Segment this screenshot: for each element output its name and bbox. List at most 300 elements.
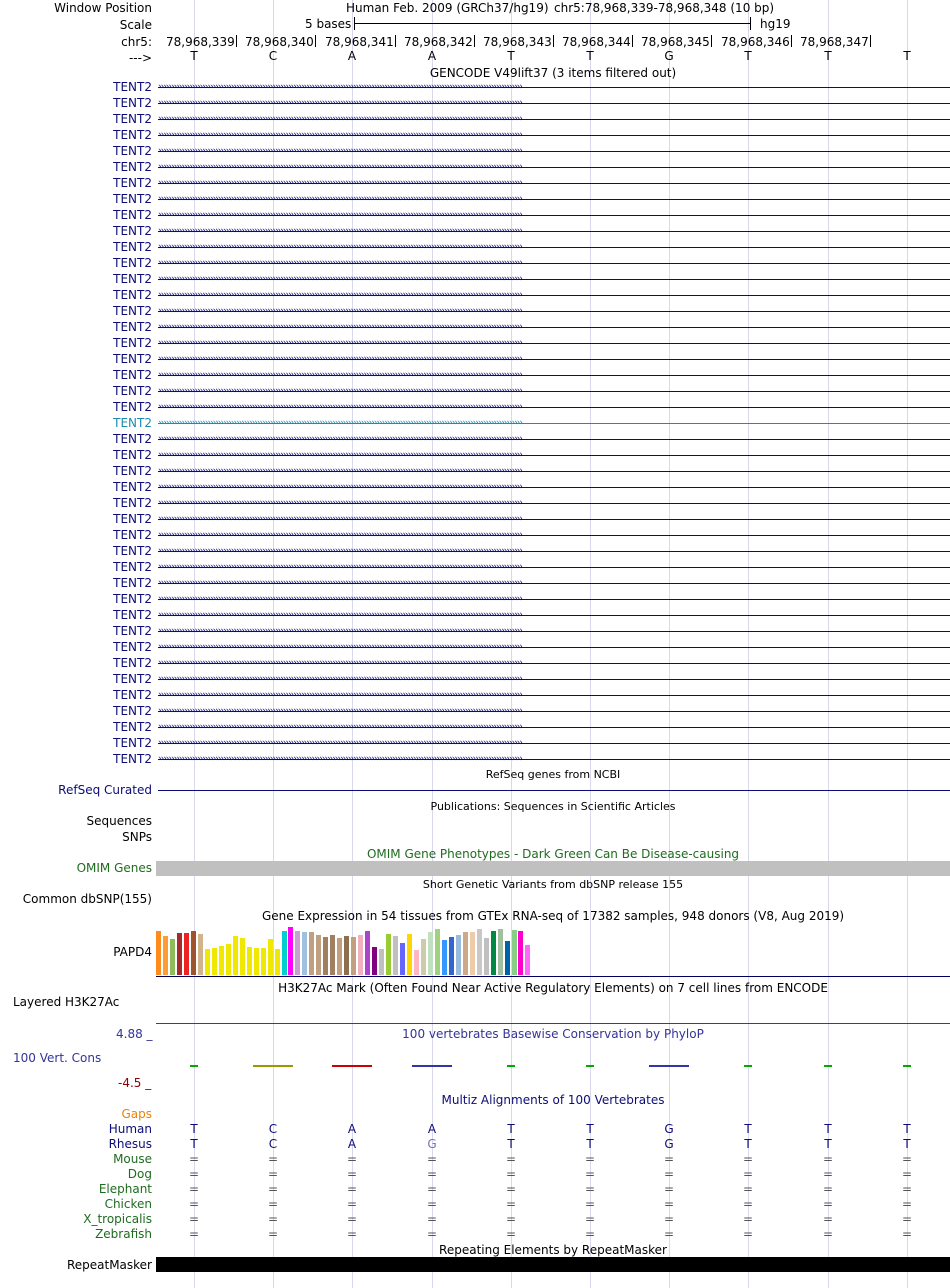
- alignment-base: =: [346, 1212, 358, 1226]
- gtex-tissue-bar[interactable]: [295, 931, 300, 975]
- gencode-transcript[interactable]: [158, 403, 950, 412]
- gencode-transcript[interactable]: [158, 355, 950, 364]
- phylop-score-mark: [744, 1065, 752, 1067]
- alignment-base: =: [505, 1212, 517, 1226]
- alignment-base: =: [188, 1182, 200, 1196]
- gencode-transcript[interactable]: [158, 419, 950, 428]
- gtex-tissue-bar[interactable]: [351, 937, 356, 975]
- gtex-tissue-bar[interactable]: [219, 946, 224, 975]
- phylop-score-mark: [507, 1065, 515, 1067]
- gtex-label[interactable]: PAPD4: [113, 945, 152, 959]
- gencode-item-label[interactable]: TENT2: [113, 224, 152, 238]
- strand-arrows: ››››››››››››››››››››››››››››››››››››››››››››››››››››››››››››››››››››››››››››››››››››››››››››››››››››››››››››››››››››››››››››››››››››››››››››: [158, 371, 522, 380]
- alignment-base: G: [427, 1137, 437, 1151]
- gtex-tissue-bar[interactable]: [156, 931, 161, 975]
- alignment-base: =: [901, 1212, 913, 1226]
- gencode-item-label[interactable]: TENT2: [113, 432, 152, 446]
- alignment-base: =: [663, 1212, 675, 1226]
- alignment-base: A: [427, 1122, 437, 1136]
- alignment-base: =: [505, 1227, 517, 1241]
- gtex-tissue-bar[interactable]: [449, 937, 454, 975]
- alignment-base: =: [267, 1152, 279, 1166]
- alignment-base: =: [584, 1212, 596, 1226]
- species-label[interactable]: Human: [108, 1122, 152, 1136]
- gencode-transcript[interactable]: [158, 739, 950, 748]
- gtex-baseline: [156, 976, 950, 977]
- gtex-tissue-bar[interactable]: [170, 939, 175, 975]
- gencode-transcript[interactable]: [158, 147, 950, 156]
- gtex-track-title: Gene Expression in 54 tissues from GTEx RNA-seq of 17382 samples, 948 donors (V8, Aug 2019): [261, 909, 845, 923]
- strand-arrows: ››››››››››››››››››››››››››››››››››››››››››››››››››››››››››››››››››››››››››››››››››››››››››››››››››››››››››››››››››››››››››››››››››››››››››››: [158, 275, 522, 284]
- gtex-tissue-bar[interactable]: [309, 932, 314, 975]
- gencode-item-label[interactable]: TENT2: [113, 704, 152, 718]
- alignment-base: =: [742, 1227, 754, 1241]
- gencode-item-label[interactable]: TENT2: [113, 320, 152, 334]
- gencode-item-label[interactable]: TENT2: [113, 576, 152, 590]
- coordinate-tick: [395, 35, 396, 47]
- publications-track-title: Publications: Sequences in Scientific Articles: [430, 800, 676, 813]
- gencode-transcript[interactable]: [158, 483, 950, 492]
- alignment-base: =: [426, 1212, 438, 1226]
- alignment-base: =: [188, 1152, 200, 1166]
- phylop-score-mark: [332, 1065, 372, 1067]
- gencode-transcript[interactable]: [158, 387, 950, 396]
- assembly-title: Human Feb. 2009 (GRCh37/hg19): [346, 1, 549, 15]
- gencode-item-label[interactable]: TENT2: [113, 256, 152, 270]
- gencode-item-label[interactable]: TENT2: [113, 352, 152, 366]
- phylop-score-mark: [190, 1065, 198, 1067]
- gencode-transcript[interactable]: [158, 627, 950, 636]
- alignment-base: =: [663, 1227, 675, 1241]
- species-label[interactable]: Mouse: [113, 1152, 152, 1166]
- alignment-base: =: [267, 1197, 279, 1211]
- gtex-tissue-bar[interactable]: [421, 939, 426, 975]
- gencode-item-label[interactable]: TENT2: [113, 272, 152, 286]
- alignment-base: =: [505, 1152, 517, 1166]
- gtex-tissue-bar[interactable]: [282, 931, 287, 975]
- strand-arrows: ››››››››››››››››››››››››››››››››››››››››››››››››››››››››››››››››››››››››››››››››››››››››››››››››››››››››››››››››››››››››››››››››››››››››››››: [158, 83, 522, 92]
- gencode-transcript[interactable]: [158, 755, 950, 764]
- alignment-base: =: [584, 1167, 596, 1181]
- gencode-transcript[interactable]: [158, 243, 950, 252]
- gencode-transcript[interactable]: [158, 515, 950, 524]
- strand-arrows: ››››››››››››››››››››››››››››››››››››››››››››››››››››››››››››››››››››››››››››››››››››››››››››››››››››››››››››››››››››››››››››››››››››››››››››: [158, 195, 522, 204]
- gtex-tissue-bar[interactable]: [184, 933, 189, 975]
- gtex-tissue-bar[interactable]: [191, 931, 196, 975]
- gencode-transcript[interactable]: [158, 435, 950, 444]
- gtex-tissue-bar[interactable]: [435, 929, 440, 975]
- gencode-item-label[interactable]: TENT2: [113, 464, 152, 478]
- omim-track-title: OMIM Gene Phenotypes - Dark Green Can Be Disease-causing: [366, 847, 740, 861]
- alignment-base: =: [901, 1167, 913, 1181]
- gtex-tissue-bar[interactable]: [470, 932, 475, 975]
- gencode-item-label[interactable]: TENT2: [113, 288, 152, 302]
- phylop-track-title: 100 vertebrates Basewise Conservation by PhyloP: [402, 1027, 704, 1041]
- gtex-tissue-bar[interactable]: [512, 930, 517, 975]
- alignment-base: =: [822, 1182, 834, 1196]
- gencode-item-label[interactable]: TENT2: [113, 144, 152, 158]
- coordinate-tick: [474, 35, 475, 47]
- gencode-item-label[interactable]: TENT2: [113, 560, 152, 574]
- coordinate-label: 78,968,346: [721, 35, 790, 49]
- coordinate-tick: [632, 35, 633, 47]
- gencode-item-label[interactable]: TENT2: [113, 160, 152, 174]
- alignment-base: T: [507, 1122, 515, 1136]
- gencode-item-label[interactable]: TENT2: [113, 720, 152, 734]
- strand-arrows: ››››››››››››››››››››››››››››››››››››››››››››››››››››››››››››››››››››››››››››››››››››››››››››››››››››››››››››››››››››››››››››››››››››››››››››: [158, 131, 522, 140]
- gencode-transcript[interactable]: [158, 275, 950, 284]
- gencode-transcript[interactable]: [158, 691, 950, 700]
- alignment-base: =: [822, 1227, 834, 1241]
- base-letter: T: [507, 49, 515, 63]
- gencode-item-label[interactable]: TENT2: [113, 96, 152, 110]
- gtex-tissue-bar[interactable]: [205, 949, 210, 975]
- gencode-item-label[interactable]: TENT2: [113, 592, 152, 606]
- omim-label[interactable]: OMIM Genes: [76, 861, 152, 875]
- alignment-base: =: [267, 1212, 279, 1226]
- gtex-tissue-bar[interactable]: [442, 940, 447, 975]
- alignment-base: =: [584, 1152, 596, 1166]
- alignment-base: =: [901, 1182, 913, 1196]
- gencode-item-label[interactable]: TENT2: [113, 240, 152, 254]
- omim-feature-bar[interactable]: [156, 861, 950, 876]
- coordinate-label: 78,968,340: [245, 35, 314, 49]
- gtex-tissue-bar[interactable]: [477, 929, 482, 975]
- gencode-transcript[interactable]: [158, 131, 950, 140]
- snps-label: SNPs: [122, 830, 152, 844]
- gtex-tissue-bar[interactable]: [198, 934, 203, 975]
- gencode-item-label[interactable]: TENT2: [113, 608, 152, 622]
- repeatmasker-feature-bar[interactable]: [156, 1257, 950, 1272]
- alignment-base: T: [744, 1137, 752, 1151]
- gencode-transcript[interactable]: [158, 451, 950, 460]
- phylop-score-mark: [903, 1065, 911, 1067]
- alignment-base: =: [901, 1197, 913, 1211]
- alignment-base: =: [901, 1227, 913, 1241]
- gencode-transcript[interactable]: [158, 115, 950, 124]
- gtex-tissue-bar[interactable]: [254, 948, 259, 975]
- scale-label: Scale: [119, 18, 152, 32]
- alignment-base: =: [426, 1227, 438, 1241]
- alignment-base: =: [267, 1182, 279, 1196]
- strand-arrows: ››››››››››››››››››››››››››››››››››››››››››››››››››››››››››››››››››››››››››››››››››››››››››››››››››››››››››››››››››››››››››››››››››››››››››››: [158, 259, 522, 268]
- alignment-base: T: [903, 1137, 911, 1151]
- alignment-base: =: [584, 1227, 596, 1241]
- gtex-tissue-bar[interactable]: [330, 935, 335, 975]
- gencode-transcript[interactable]: [158, 531, 950, 540]
- species-label[interactable]: Rhesus: [108, 1137, 152, 1151]
- gencode-transcript[interactable]: [158, 579, 950, 588]
- gencode-transcript[interactable]: [158, 611, 950, 620]
- strand-arrows: ››››››››››››››››››››››››››››››››››››››››››››››››››››››››››››››››››››››››››››››››››››››››››››››››››››››››››››››››››››››››››››››››››››››››››››: [158, 467, 522, 476]
- scale-bar-left-tick: [354, 17, 355, 30]
- strand-arrows: ››››››››››››››››››››››››››››››››››››››››››››››››››››››››››››››››››››››››››››››››››››››››››››››››››››››››››››››››››››››››››››››››››››››››››››: [158, 99, 522, 108]
- repeatmasker-label[interactable]: RepeatMasker: [66, 1258, 152, 1272]
- h3k27ac-label[interactable]: Layered H3K27Ac: [13, 995, 120, 1009]
- species-label[interactable]: Chicken: [104, 1197, 152, 1211]
- strand-arrows: ››››››››››››››››››››››››››››››››››››››››››››››››››››››››››››››››››››››››››››››››››››››››››››››››››››››››››››››››››››››››››››››››››››››››››››: [158, 227, 522, 236]
- base-letter: T: [824, 49, 832, 63]
- base-letter: T: [586, 49, 594, 63]
- gencode-item-label[interactable]: TENT2: [113, 624, 152, 638]
- strand-arrows: ››››››››››››››››››››››››››››››››››››››››››››››››››››››››››››››››››››››››››››››››››››››››››››››››››››››››››››››››››››››››››››››››››››››››››››: [158, 579, 522, 588]
- gencode-item-label[interactable]: TENT2: [113, 416, 152, 430]
- gtex-tissue-bar[interactable]: [212, 948, 217, 975]
- alignment-base: =: [426, 1182, 438, 1196]
- strand-arrows: ››››››››››››››››››››››››››››››››››››››››››››››››››››››››››››››››››››››››››››››››››››››››››››››››››››››››››››››››››››››››››››››››››››››››››››: [158, 563, 522, 572]
- alignment-base: =: [188, 1212, 200, 1226]
- phylop-score-mark: [586, 1065, 594, 1067]
- position-text: chr5:78,968,339-78,968,348 (10 bp): [554, 1, 775, 15]
- gencode-item-label[interactable]: TENT2: [113, 656, 152, 670]
- strand-arrows: ››››››››››››››››››››››››››››››››››››››››››››››››››››››››››››››››››››››››››››››››››››››››››››››››››››››››››››››››››››››››››››››››››››››››››››: [158, 243, 522, 252]
- gtex-tissue-bar[interactable]: [163, 936, 168, 975]
- refseq-label[interactable]: RefSeq Curated: [58, 783, 152, 797]
- species-label[interactable]: Elephant: [98, 1182, 152, 1196]
- gtex-tissue-bar[interactable]: [268, 939, 273, 975]
- base-letter: A: [347, 49, 357, 63]
- gtex-tissue-bar[interactable]: [525, 945, 530, 975]
- coordinate-tick: [553, 35, 554, 47]
- gencode-transcript[interactable]: [158, 259, 950, 268]
- gtex-tissue-bar[interactable]: [226, 944, 231, 975]
- alignment-base: T: [586, 1122, 594, 1136]
- gencode-transcript[interactable]: [158, 83, 950, 92]
- gencode-item-label[interactable]: TENT2: [113, 640, 152, 654]
- gtex-tissue-bar[interactable]: [288, 927, 293, 975]
- gencode-transcript[interactable]: [158, 163, 950, 172]
- phylop-score-mark: [412, 1065, 452, 1067]
- base-letter: G: [664, 49, 674, 63]
- alignment-base: T: [903, 1122, 911, 1136]
- gencode-item-label[interactable]: TENT2: [113, 304, 152, 318]
- gtex-tissue-bar[interactable]: [407, 934, 412, 975]
- gtex-tissue-bar[interactable]: [505, 941, 510, 975]
- alignment-base: T: [190, 1122, 198, 1136]
- gtex-tissue-bar[interactable]: [316, 935, 321, 975]
- gtex-tissue-bar[interactable]: [400, 943, 405, 975]
- gencode-transcript[interactable]: [158, 99, 950, 108]
- alignment-base: T: [507, 1137, 515, 1151]
- gtex-tissue-bar[interactable]: [344, 936, 349, 975]
- scale-bar: [354, 23, 751, 24]
- species-label[interactable]: X_tropicalis: [83, 1212, 152, 1226]
- coordinate-tick: [315, 35, 316, 47]
- gtex-tissue-bar[interactable]: [372, 947, 377, 975]
- alignment-base: =: [822, 1212, 834, 1226]
- gencode-item-label[interactable]: TENT2: [113, 192, 152, 206]
- gencode-transcript[interactable]: [158, 707, 950, 716]
- gencode-item-label[interactable]: TENT2: [113, 80, 152, 94]
- alignment-base: =: [663, 1182, 675, 1196]
- strand-arrows: ››››››››››››››››››››››››››››››››››››››››››››››››››››››››››››››››››››››››››››››››››››››››››››››››››››››››››››››››››››››››››››››››››››››››››››: [158, 419, 522, 428]
- strand-arrows: ››››››››››››››››››››››››››››››››››››››››››››››››››››››››››››››››››››››››››››››››››››››››››››››››››››››››››››››››››››››››››››››››››››››››››››: [158, 739, 522, 748]
- gencode-transcript[interactable]: [158, 179, 950, 188]
- phylop-score-mark: [253, 1065, 293, 1067]
- gencode-transcript[interactable]: [158, 291, 950, 300]
- gtex-tissue-bar[interactable]: [484, 938, 489, 975]
- gencode-transcript[interactable]: [158, 723, 950, 732]
- alignment-base: =: [188, 1197, 200, 1211]
- coordinate-label: 78,968,339: [166, 35, 235, 49]
- gtex-tissue-bar[interactable]: [518, 931, 523, 975]
- gencode-transcript[interactable]: [158, 323, 950, 332]
- strand-arrows: ››››››››››››››››››››››››››››››››››››››››››››››››››››››››››››››››››››››››››››››››››››››››››››››››››››››››››››››››››››››››››››››››››››››››››››: [158, 339, 522, 348]
- h3k27ac-track-title: H3K27Ac Mark (Often Found Near Active Regulatory Elements) on 7 cell lines from ENCODE: [278, 981, 828, 995]
- gencode-transcript[interactable]: [158, 195, 950, 204]
- alignment-base: =: [505, 1167, 517, 1181]
- gencode-item-label[interactable]: TENT2: [113, 672, 152, 686]
- alignment-base: =: [822, 1152, 834, 1166]
- strand-arrows: ››››››››››››››››››››››››››››››››››››››››››››››››››››››››››››››››››››››››››››››››››››››››››››››››››››››››››››››››››››››››››››››››››››››››››››: [158, 483, 522, 492]
- alignment-base: G: [664, 1122, 674, 1136]
- alignment-base: A: [347, 1137, 357, 1151]
- strand-arrows: ››››››››››››››››››››››››››››››››››››››››››››››››››››››››››››››››››››››››››››››››››››››››››››››››››››››››››››››››››››››››››››››››››››››››››››: [158, 211, 522, 220]
- base-letter: T: [190, 49, 198, 63]
- strand-arrows: ››››››››››››››››››››››››››››››››››››››››››››››››››››››››››››››››››››››››››››››››››››››››››››››››››››››››››››››››››››››››››››››››››››››››››››: [158, 691, 522, 700]
- gencode-item-label[interactable]: TENT2: [113, 368, 152, 382]
- phylop-label[interactable]: 100 Vert. Cons: [13, 1051, 102, 1065]
- strand-arrows: ››››››››››››››››››››››››››››››››››››››››››››››››››››››››››››››››››››››››››››››››››››››››››››››››››››››››››››››››››››››››››››››››››››››››››››: [158, 723, 522, 732]
- gtex-tissue-bar[interactable]: [414, 950, 419, 975]
- alignment-base: =: [267, 1167, 279, 1181]
- alignment-base: T: [586, 1137, 594, 1151]
- alignment-base: C: [268, 1137, 278, 1151]
- gtex-tissue-bar[interactable]: [337, 938, 342, 975]
- gencode-transcript[interactable]: [158, 659, 950, 668]
- gtex-tissue-bar[interactable]: [498, 929, 503, 975]
- gencode-item-label[interactable]: TENT2: [113, 448, 152, 462]
- gtex-tissue-bar[interactable]: [463, 932, 468, 975]
- species-label[interactable]: Zebrafish: [95, 1227, 152, 1241]
- alignment-base: =: [188, 1167, 200, 1181]
- gencode-item-label[interactable]: TENT2: [113, 480, 152, 494]
- alignment-base: T: [824, 1137, 832, 1151]
- strand-arrows: ››››››››››››››››››››››››››››››››››››››››››››››››››››››››››››››››››››››››››››››››››››››››››››››››››››››››››››››››››››››››››››››››››››››››››››: [158, 643, 522, 652]
- strand-arrows: ››››››››››››››››››››››››››››››››››››››››››››››››››››››››››››››››››››››››››››››››››››››››››››››››››››››››››››››››››››››››››››››››››››››››››››: [158, 179, 522, 188]
- gencode-transcript[interactable]: [158, 211, 950, 220]
- sequences-label: Sequences: [86, 814, 152, 828]
- gencode-item-label[interactable]: TENT2: [113, 512, 152, 526]
- strand-arrows: ››››››››››››››››››››››››››››››››››››››››››››››››››››››››››››››››››››››››››››››››››››››››››››››››››››››››››››››››››››››››››››››››››››››››››››: [158, 659, 522, 668]
- base-letter: A: [427, 49, 437, 63]
- strand-arrows: ››››››››››››››››››››››››››››››››››››››››››››››››››››››››››››››››››››››››››››››››››››››››››››››››››››››››››››››››››››››››››››››››››››››››››››: [158, 755, 522, 764]
- gencode-item-label[interactable]: TENT2: [113, 528, 152, 542]
- gencode-transcript[interactable]: [158, 467, 950, 476]
- gencode-item-label[interactable]: TENT2: [113, 752, 152, 766]
- refseq-gene-line[interactable]: [158, 790, 950, 791]
- gencode-item-label[interactable]: TENT2: [113, 688, 152, 702]
- gencode-transcript[interactable]: [158, 563, 950, 572]
- gencode-transcript[interactable]: [158, 227, 950, 236]
- coordinate-label: 78,968,345: [641, 35, 710, 49]
- dbsnp-track-title: Short Genetic Variants from dbSNP release 155: [422, 878, 684, 891]
- alignment-base: =: [663, 1197, 675, 1211]
- alignment-base: C: [268, 1122, 278, 1136]
- gtex-tissue-bar[interactable]: [386, 934, 391, 975]
- gencode-transcript[interactable]: [158, 371, 950, 380]
- alignment-base: T: [190, 1137, 198, 1151]
- gencode-transcript[interactable]: [158, 307, 950, 316]
- gencode-item-label[interactable]: TENT2: [113, 336, 152, 350]
- alignment-base: =: [346, 1197, 358, 1211]
- gtex-tissue-bar[interactable]: [456, 935, 461, 975]
- alignment-base: =: [346, 1227, 358, 1241]
- gencode-transcript[interactable]: [158, 547, 950, 556]
- gtex-tissue-bar[interactable]: [261, 948, 266, 975]
- gtex-tissue-bar[interactable]: [365, 931, 370, 975]
- scale-bar-text: 5 bases: [305, 17, 352, 31]
- strand-arrows: ››››››››››››››››››››››››››››››››››››››››››››››››››››››››››››››››››››››››››››››››››››››››››››››››››››››››››››››››››››››››››››››››››››››››››››: [158, 355, 522, 364]
- coordinate-label: 78,968,341: [325, 35, 394, 49]
- gencode-item-label[interactable]: TENT2: [113, 128, 152, 142]
- coordinate-label: 78,968,342: [404, 35, 473, 49]
- strand-arrows: ››››››››››››››››››››››››››››››››››››››››››››››››››››››››››››››››››››››››››››››››››››››››››››››››››››››››››››››››››››››››››››››››››››››››››››: [158, 403, 522, 412]
- gtex-tissue-bar[interactable]: [358, 935, 363, 975]
- gencode-item-label[interactable]: TENT2: [113, 176, 152, 190]
- gtex-tissue-bar[interactable]: [323, 937, 328, 975]
- gencode-transcript[interactable]: [158, 499, 950, 508]
- phylop-min-label: -4.5 _: [118, 1076, 152, 1090]
- gtex-tissue-bar[interactable]: [428, 932, 433, 975]
- strand-arrows: ››››››››››››››››››››››››››››››››››››››››››››››››››››››››››››››››››››››››››››››››››››››››››››››››››››››››››››››››››››››››››››››››››››››››››››: [158, 611, 522, 620]
- gencode-item-label[interactable]: TENT2: [113, 400, 152, 414]
- alignment-base: T: [824, 1122, 832, 1136]
- alignment-base: =: [426, 1167, 438, 1181]
- scale-bar-right-tick: [750, 17, 751, 30]
- gtex-tissue-bar[interactable]: [240, 938, 245, 975]
- gencode-transcript[interactable]: [158, 595, 950, 604]
- species-label[interactable]: Dog: [127, 1167, 152, 1181]
- phylop-max-label: 4.88 _: [116, 1027, 153, 1041]
- refseq-track-title: RefSeq genes from NCBI: [485, 768, 621, 781]
- strand-arrows: ››››››››››››››››››››››››››››››››››››››››››››››››››››››››››››››››››››››››››››››››››››››››››››››››››››››››››››››››››››››››››››››››››››››››››››: [158, 675, 522, 684]
- alignment-base: =: [822, 1197, 834, 1211]
- gtex-tissue-bar[interactable]: [302, 932, 307, 975]
- gencode-transcript[interactable]: [158, 675, 950, 684]
- gtex-tissue-bar[interactable]: [233, 936, 238, 975]
- gencode-item-label[interactable]: TENT2: [113, 384, 152, 398]
- gtex-tissue-bar[interactable]: [393, 936, 398, 975]
- alignment-base: =: [346, 1152, 358, 1166]
- gencode-item-label[interactable]: TENT2: [113, 112, 152, 126]
- gencode-item-label[interactable]: TENT2: [113, 544, 152, 558]
- gencode-item-label[interactable]: TENT2: [113, 736, 152, 750]
- strand-arrows: ››››››››››››››››››››››››››››››››››››››››››››››››››››››››››››››››››››››››››››››››››››››››››››››››››››››››››››››››››››››››››››››››››››››››››››: [158, 323, 522, 332]
- gtex-tissue-bar[interactable]: [177, 933, 182, 975]
- alignment-base: =: [188, 1227, 200, 1241]
- strand-arrows: ››››››››››››››››››››››››››››››››››››››››››››››››››››››››››››››››››››››››››››››››››››››››››››››››››››››››››››››››››››››››››››››››››››››››››››: [158, 291, 522, 300]
- strand-label: --->: [128, 51, 152, 65]
- gtex-tissue-bar[interactable]: [247, 947, 252, 975]
- gencode-item-label[interactable]: TENT2: [113, 208, 152, 222]
- base-letter: C: [268, 49, 278, 63]
- gtex-tissue-bar[interactable]: [379, 949, 384, 975]
- scale-db: hg19: [760, 17, 791, 31]
- multiz-track-title: Multiz Alignments of 100 Vertebrates: [441, 1093, 665, 1107]
- alignment-base: =: [742, 1152, 754, 1166]
- gencode-transcript[interactable]: [158, 339, 950, 348]
- alignment-base: =: [584, 1197, 596, 1211]
- strand-arrows: ››››››››››››››››››››››››››››››››››››››››››››››››››››››››››››››››››››››››››››››››››››››››››››››››››››››››››››››››››››››››››››››››››››››››››››: [158, 307, 522, 316]
- gtex-tissue-bar[interactable]: [275, 949, 280, 975]
- gtex-tissue-bar[interactable]: [491, 931, 496, 975]
- gencode-transcript[interactable]: [158, 643, 950, 652]
- window-position-label: Window Position: [54, 1, 152, 15]
- alignment-base: =: [426, 1197, 438, 1211]
- gencode-item-label[interactable]: TENT2: [113, 496, 152, 510]
- base-letter: T: [744, 49, 752, 63]
